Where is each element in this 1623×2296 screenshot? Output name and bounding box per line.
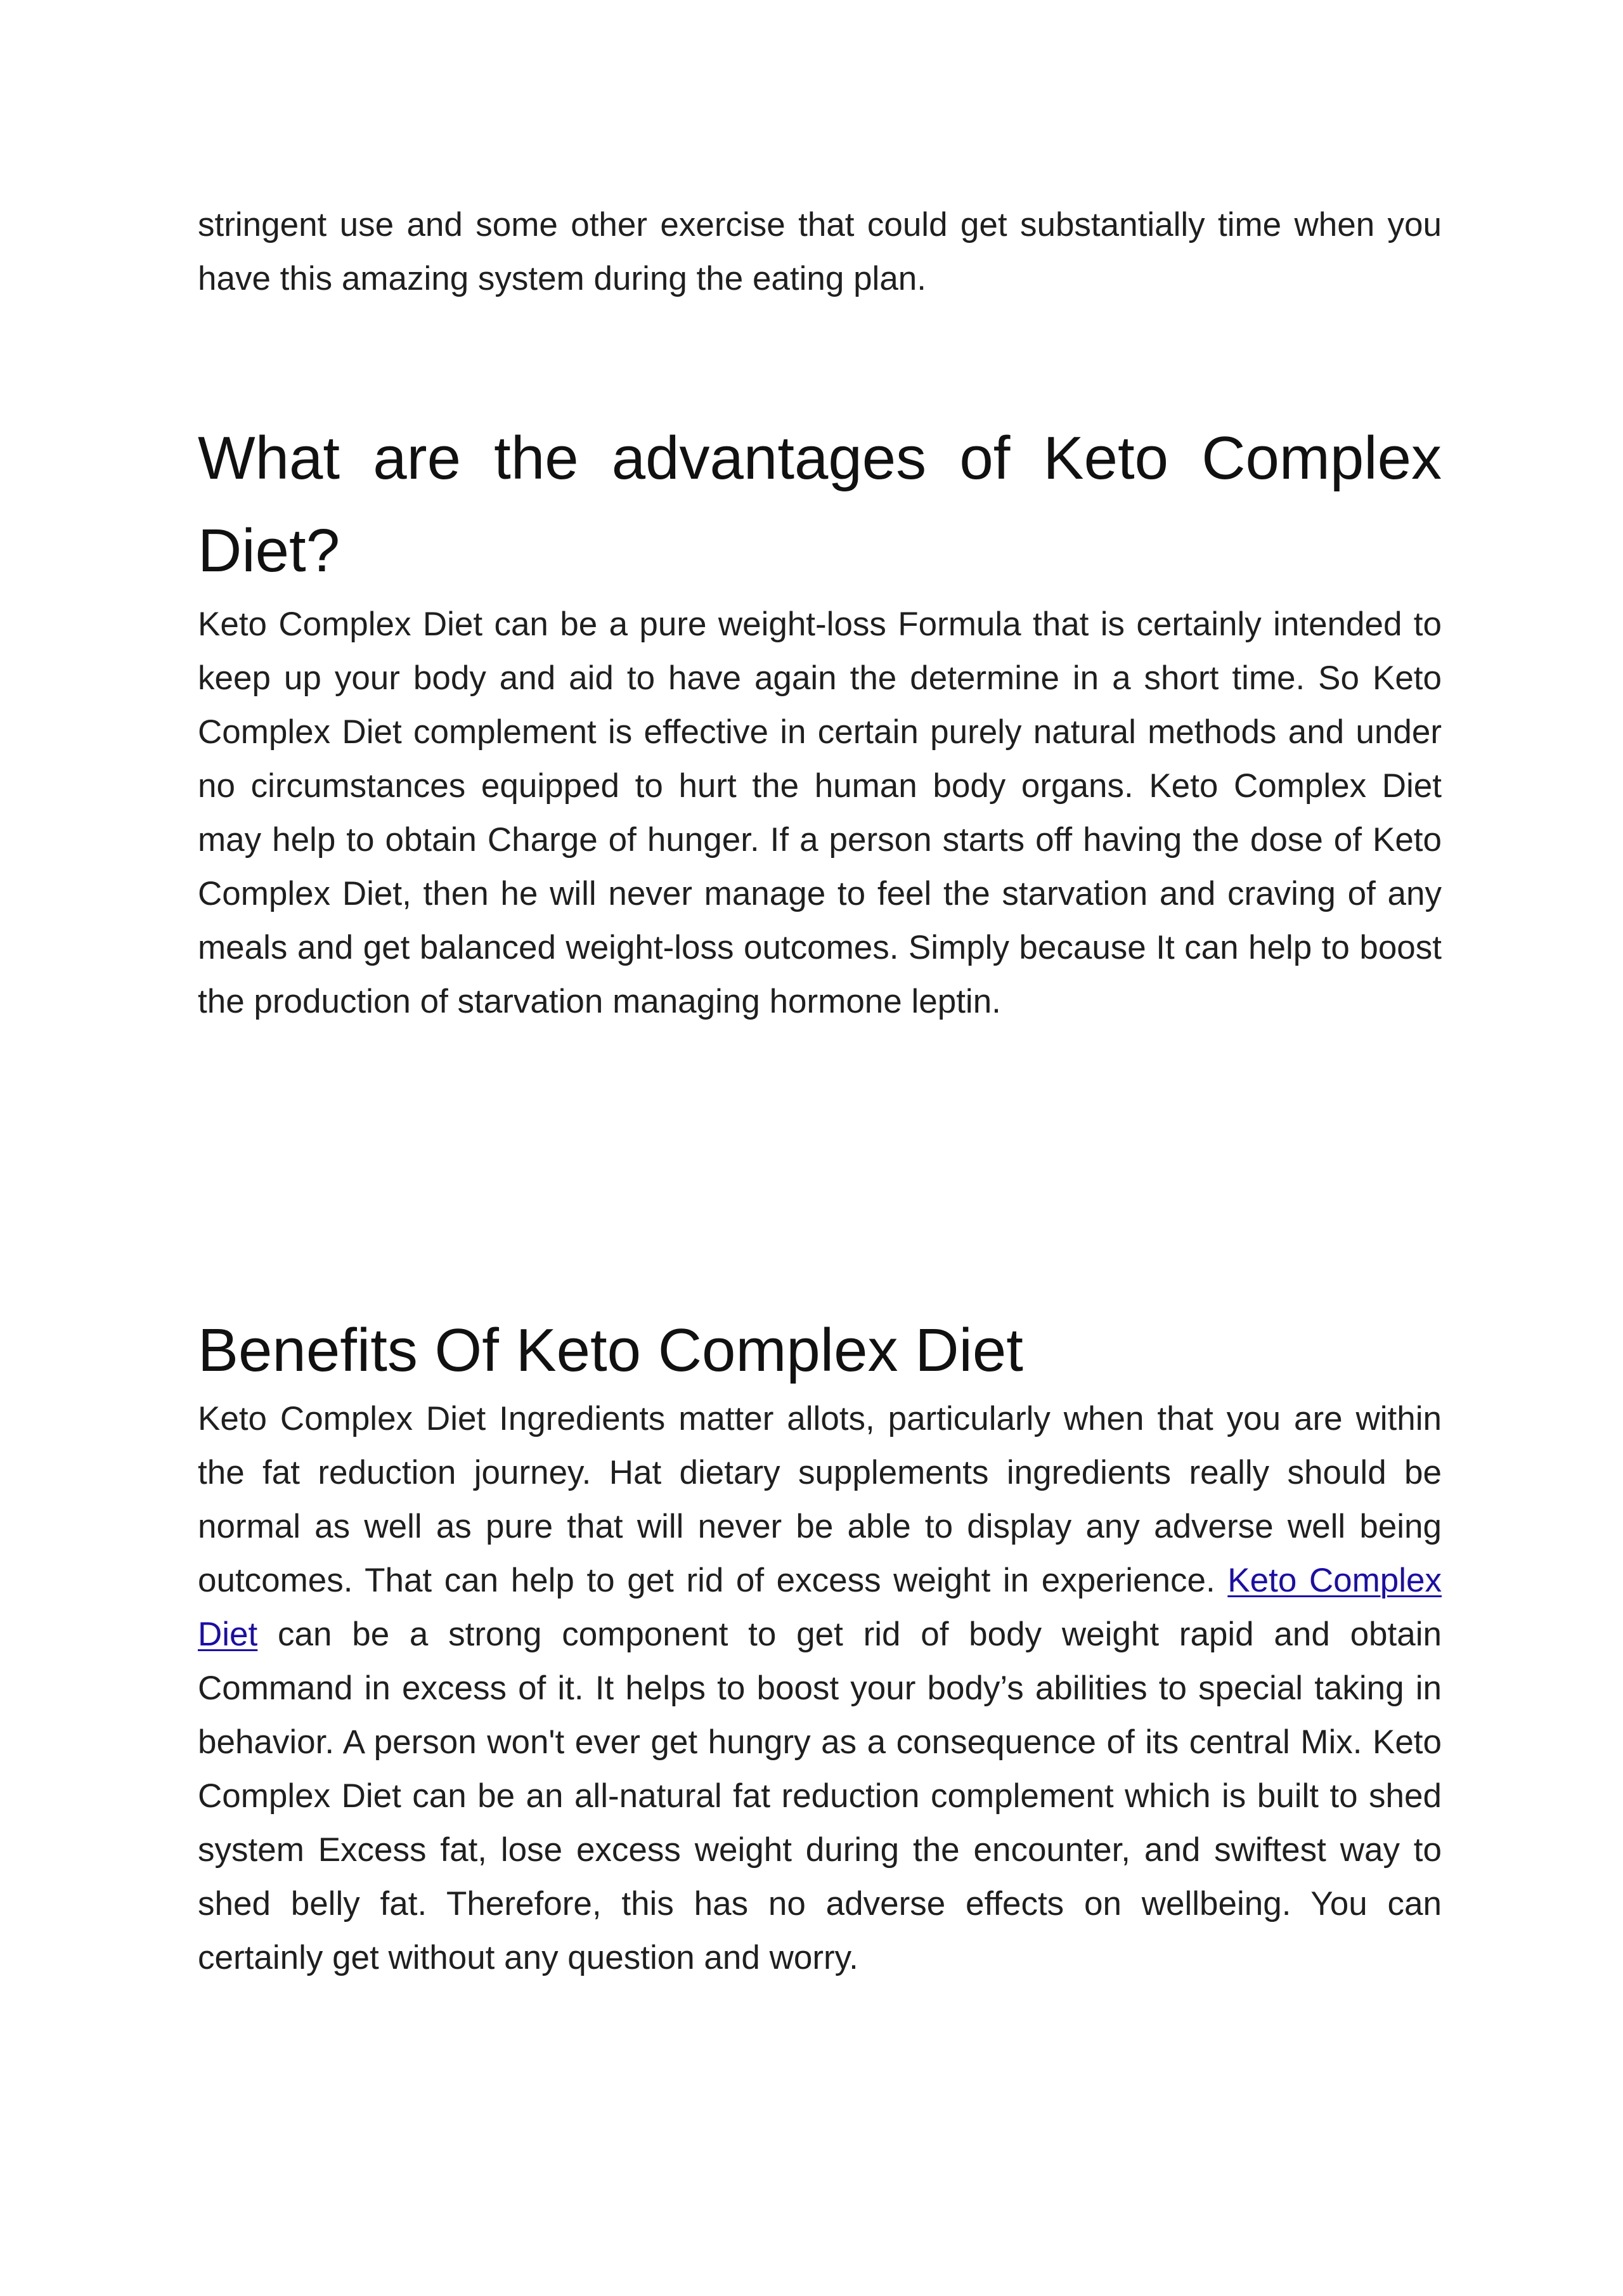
benefits-heading: Benefits Of Keto Complex Diet (198, 1316, 1023, 1384)
benefits-section (198, 1309, 1442, 1985)
benefits-text-before-link: Keto Complex Diet Ingredients matter allots, particularly when that you are within the fat reduction journey. Hat dietary supplements ingredients really should be normal as well as pure that will never be able to display any adverse well being outcomes. That can help to get rid of excess weight in experience. (198, 1400, 1442, 1599)
benefits-paragraph (198, 1392, 1442, 1985)
advantages-section (198, 412, 1442, 1028)
continuation-paragraph: stringent use and some other exercise that could get substantially time when you have this amazing system during the eating plan. (198, 206, 1442, 297)
advantages-heading: What are the advantages of Keto Complex Diet? (198, 424, 1442, 585)
advantages-paragraph: Keto Complex Diet can be a pure weight-loss Formula that is certainly intended to keep up your body and aid to have again the determine in a short time. So Keto Complex Diet complement is effective in certain purely natural methods and under no circumstances equipped to hurt the human body organs. Keto Complex Diet may help to obtain Charge of hunger. If a person starts off having the dose of Keto Complex Diet, then he will never manage to feel the starvation and craving of any meals and get balanced weight-loss outcomes. Simply because It can help to boost the production of starvation managing hormone leptin. (198, 606, 1442, 1020)
continuation-block (198, 198, 1442, 306)
benefits-text-after-link: can be a strong component to get rid of body weight rapid and obtain Command in excess of it. It helps to boost your body’s abilities to special taking in behavior. A person won't ever get hungry as a consequence of its central Mix. Keto Complex Diet can be an all-natural fat reduction complement which is built to shed system Excess fat, lose excess weight during the encounter, and swiftest way to shed belly fat. Therefore, this has no adverse effects on wellbeing. You can certainly get without any question and worry. (198, 1616, 1442, 1976)
keto-complex-diet-link[interactable]: Keto Complex Diet (198, 1562, 1442, 1653)
